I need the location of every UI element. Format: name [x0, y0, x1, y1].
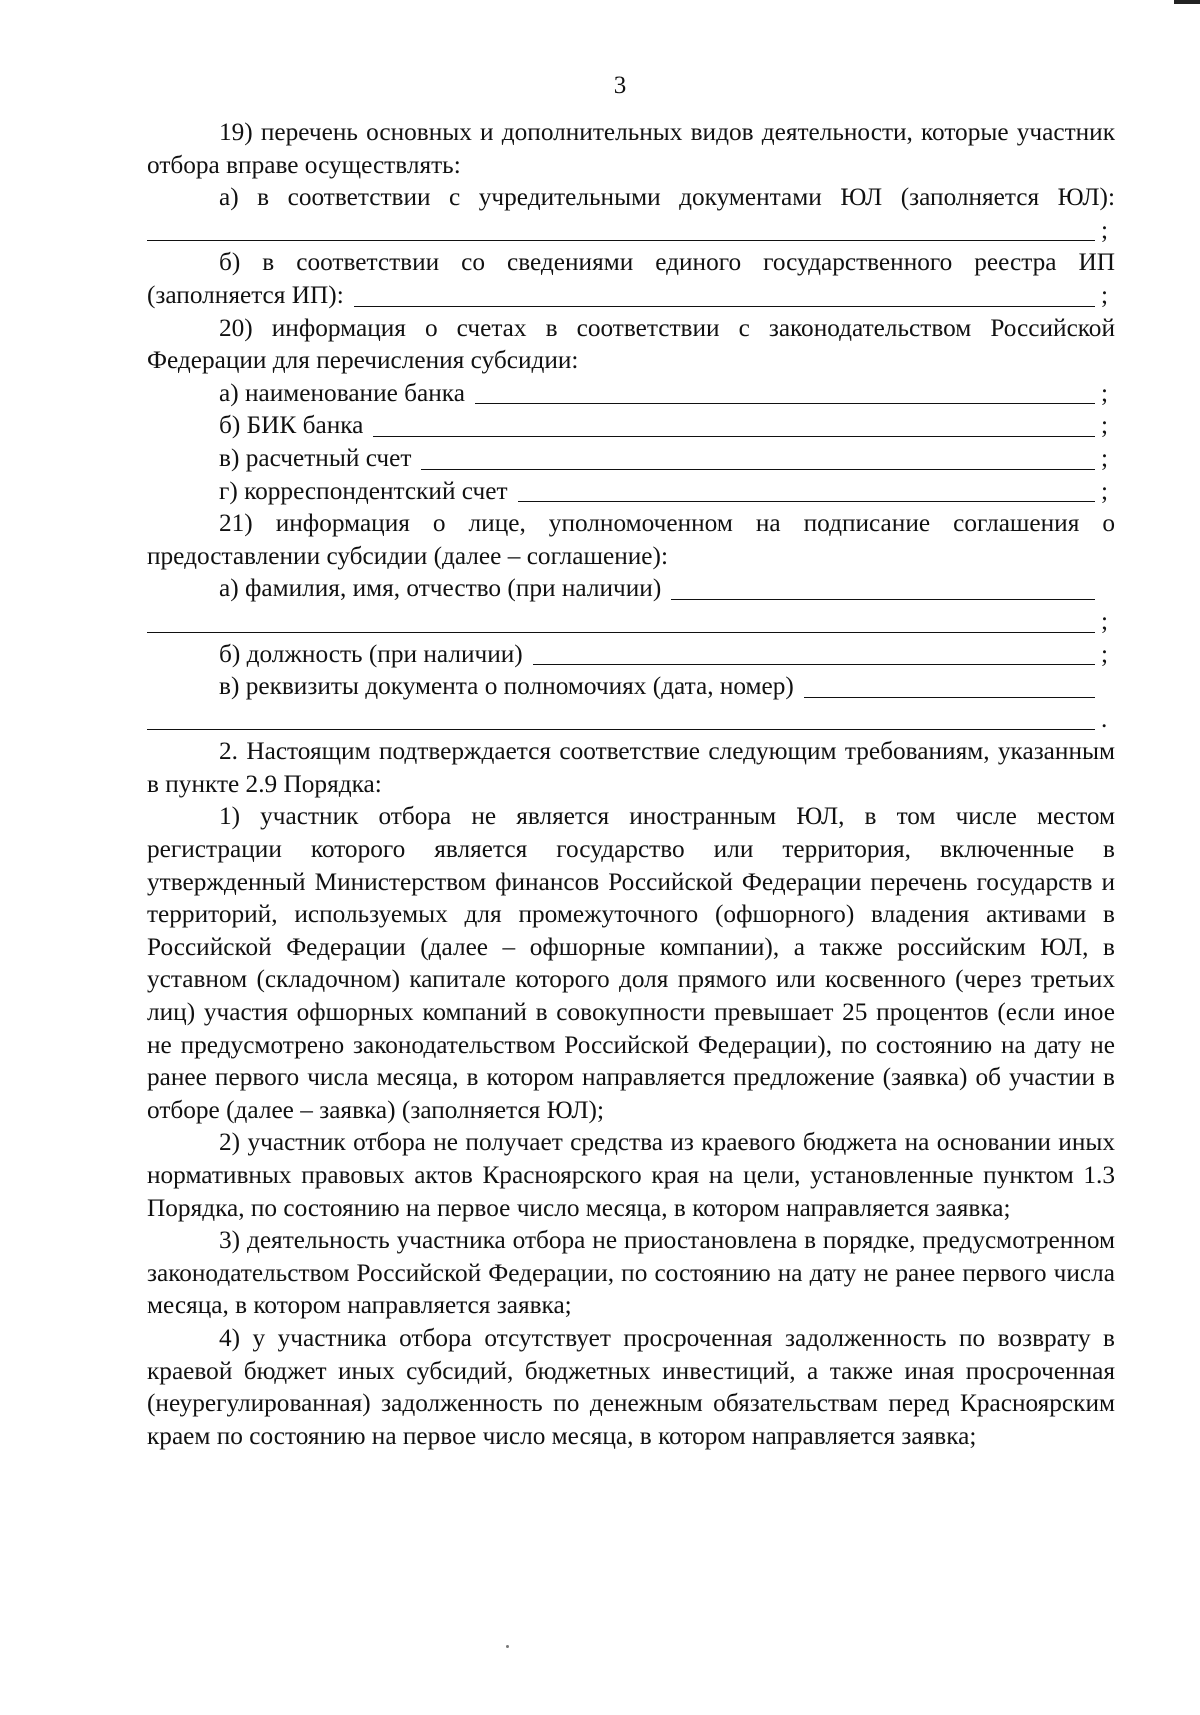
requirement-3: 3) деятельность участника отбора не приостановлена в порядке, предусмотренном законодательством Российской Федерации, по состоянию на дату не ранее первого числа месяца, в котором направляется заявка; — [147, 1226, 1115, 1320]
item-19-heading: 19) перечень основных и дополнительных видов деятельности, которые участник отбора вправе осуществлять: — [147, 118, 1115, 179]
item-19b-text: б) в соответствии со сведениями единого государственного реестра ИП — [219, 248, 1115, 277]
bik-label: б) БИК банка — [219, 411, 364, 440]
corr-account-row: г) корреспондентский счет ; — [147, 475, 1115, 508]
bank-name-field[interactable] — [475, 380, 1095, 404]
requirement-2: 2) участник отбора не получает средства из краевого бюджета на основании иных нормативных правовых актов Красноярского края на цели, установленные пунктом 1.3 Порядка, по состоянию на первое число месяца, в котором направляется заявка; — [147, 1128, 1115, 1222]
fio-label: а) фамилия, имя, отчество (при наличии) — [219, 574, 662, 603]
item-19b-row: (заполняется ИП): ; — [147, 279, 1115, 312]
item-20-heading: 20) информация о счетах в соответствии с законодательством Российской Федерации для перечисления субсидии: — [147, 313, 1115, 375]
settlement-account-label: в) расчетный счет — [219, 443, 412, 472]
scan-edge-mark — [1174, 0, 1200, 4]
fio-row — [147, 572, 1115, 605]
position-field[interactable] — [533, 641, 1095, 665]
fio-field[interactable] — [671, 576, 1095, 600]
item-19a-label: а) в соответствии с учредительными документами ЮЛ (заполняется ЮЛ): — [219, 183, 1115, 212]
item-19b-label: (заполняется ИП): — [147, 280, 344, 309]
corr-account-label: г) корреспондентский счет — [219, 476, 508, 505]
bik-row: б) БИК банка ; — [147, 409, 1115, 442]
position-row: б) должность (при наличии) ; — [147, 638, 1115, 671]
requirement-1: 1) участник отбора не является иностранным ЮЛ, в том числе местом регистрации которого является государство или территория, включенные в утвержденный Министерством финансов Российской Федерации перечень государств и территорий, используемых для промежуточного (офшорного) владения активами в Российской Федерации (далее – офшорные компании), а также российским ЮЛ, в уставном (складочном) капитале которого доля прямого или косвенного (через третьих лиц) участия офшорных компаний в совокупности превышает 25 процентов (если иное не предусмотрено законодательством Российской Федерации), по состоянию на дату не ранее первого числа месяца, в котором направляется предложение (заявка) об участии в отборе (далее – заявка) (заполняется ЮЛ); — [147, 802, 1115, 1124]
bank-name-label: а) наименование банка — [219, 378, 465, 407]
section-2-intro: 2. Настоящим подтверждается соответствие следующим требованиям, указанным в пункте 2.9 Порядка: — [147, 737, 1115, 798]
item-19a-row: ; — [147, 214, 1115, 247]
activities-registry-field[interactable] — [354, 283, 1095, 307]
authority-doc-row — [147, 670, 1115, 703]
scan-speck — [506, 1645, 509, 1648]
settlement-account-field[interactable] — [421, 446, 1095, 470]
page-number: 3 — [613, 72, 627, 99]
settlement-account-row: в) расчетный счет ; — [147, 442, 1115, 475]
position-label: б) должность (при наличии) — [219, 639, 523, 668]
activities-charter-field[interactable] — [147, 217, 1095, 241]
bik-field[interactable] — [373, 413, 1095, 437]
fio-continuation-row: ; — [147, 605, 1115, 638]
authority-doc-field[interactable] — [804, 674, 1095, 698]
bank-name-row: а) наименование банка ; — [147, 377, 1115, 410]
authority-doc-continuation-row: . — [147, 703, 1115, 736]
fio-field-continuation[interactable] — [147, 609, 1095, 633]
authority-doc-label: в) реквизиты документа о полномочиях (дата, номер) — [219, 672, 794, 701]
corr-account-field[interactable] — [518, 478, 1095, 502]
authority-doc-field-continuation[interactable] — [147, 706, 1095, 730]
document-body — [147, 116, 1115, 1452]
item-21-heading: 21) информация о лице, уполномоченном на подписание соглашения о предоставлении субсидии (далее – соглашение): — [147, 509, 1115, 570]
requirement-4: 4) у участника отбора отсутствует просроченная задолженность по возврату в краевой бюджет иных субсидий, бюджетных инвестиций, а также иная просроченная (неурегулированная) задолженность по денежным обязательствам перед Красноярским краем по состоянию на первое число месяца, в котором направляется заявка; — [147, 1323, 1115, 1450]
